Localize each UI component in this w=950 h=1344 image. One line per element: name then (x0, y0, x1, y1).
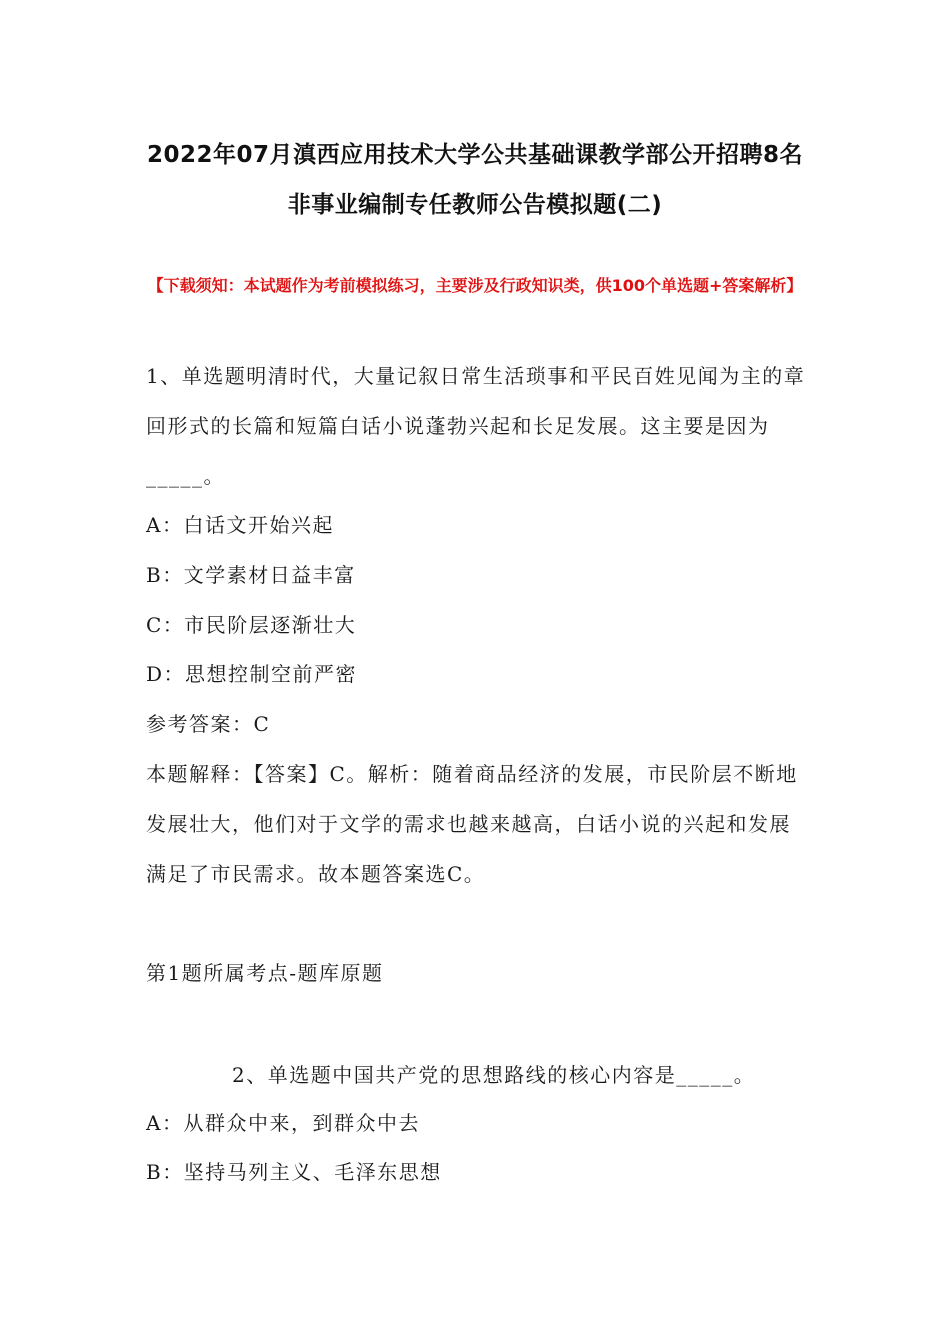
question-1-stem: 1、单选题明清时代，大量记叙日常生活琐事和平民百姓见闻为主的章回形式的长篇和短篇白话小说蓬勃兴起和长足发展。这主要是因为_____。 (146, 364, 806, 488)
question-1-answer: 参考答案：C (146, 712, 271, 736)
question-1-option-a: A：白话文开始兴起 (146, 513, 334, 537)
question-1-option-d: D：思想控制空前严密 (146, 662, 358, 686)
question-1-topic: 第1题所属考点-题库原题 (146, 961, 384, 985)
download-notice: 【下载须知：本试题作为考前模拟练习，主要涉及行政知识类，供100个单选题+答案解析】 (147, 276, 803, 295)
question-1-option-b: B：文学素材日益丰富 (146, 563, 356, 587)
question-1-option-c: C：市民阶层逐渐壮大 (146, 613, 357, 637)
question-1-explanation: 本题解释：【答案】C。解析：随着商品经济的发展，市民阶层不断地发展壮大，他们对于文学的需求也越来越高，白话小说的兴起和发展满足了市民需求。故本题答案选C。 (146, 762, 798, 886)
question-2-stem: 2、单选题中国共产党的思想路线的核心内容是_____。 (232, 1063, 756, 1087)
question-2-option-b: B：坚持马列主义、毛泽东思想 (146, 1160, 442, 1184)
question-2-option-a: A：从群众中来，到群众中去 (146, 1111, 420, 1135)
document-title-line-1: 2022年07月滇西应用技术大学公共基础课教学部公开招聘8名 (146, 142, 804, 168)
document-title-line-2: 非事业编制专任教师公告模拟题(二) (287, 192, 663, 218)
